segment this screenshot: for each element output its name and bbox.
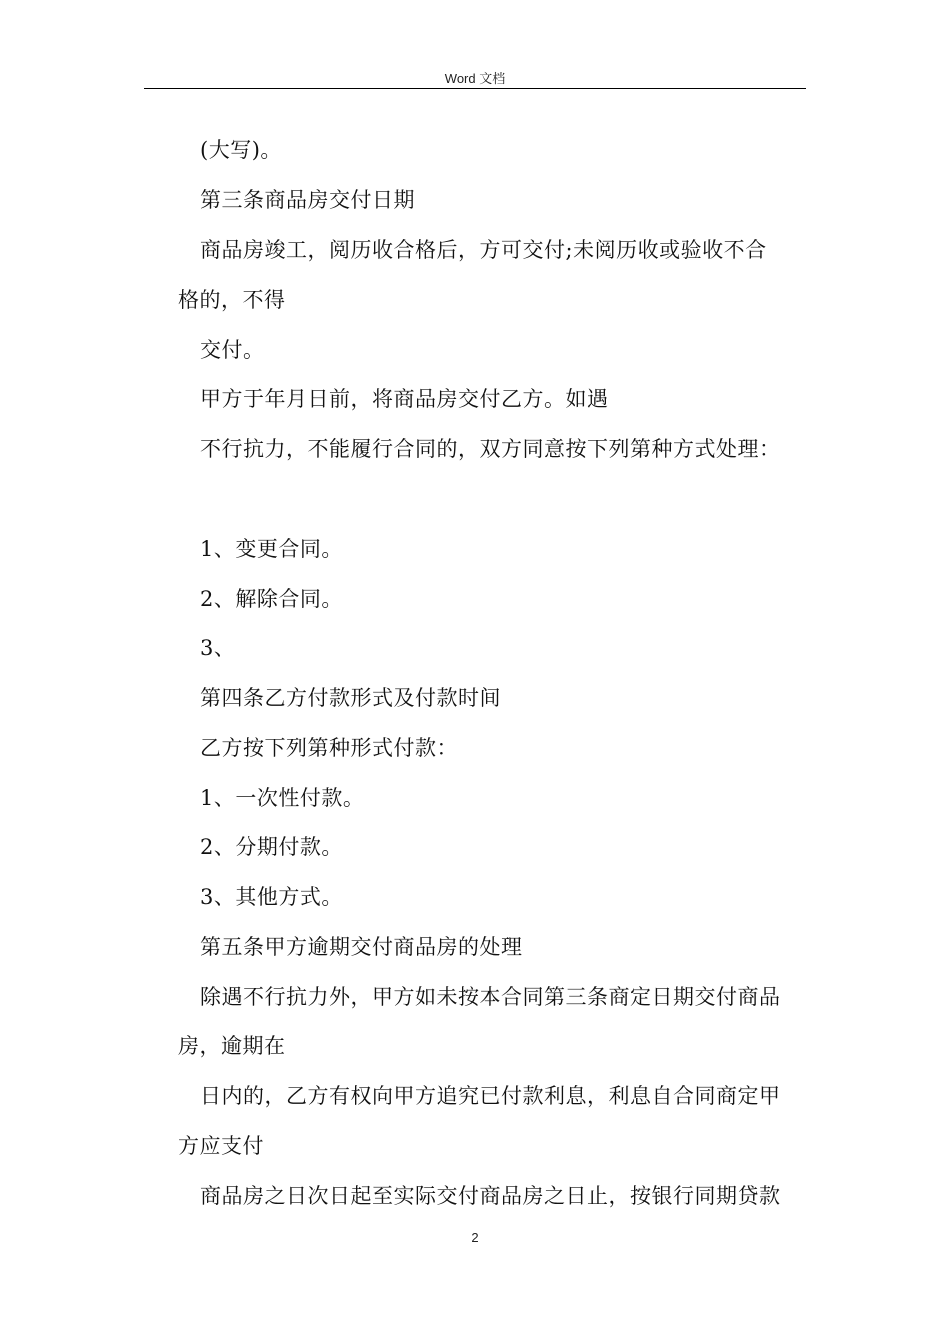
section-heading: 第四条乙方付款形式及付款时间 xyxy=(200,686,501,710)
list-item: 3、其他方式。 xyxy=(200,885,343,909)
text-line: 格的，不得 xyxy=(178,288,286,312)
text-line: 乙方按下列第种形式付款： xyxy=(200,736,458,760)
list-item: 2、解除合同。 xyxy=(200,587,343,611)
list-item: 2、分期付款。 xyxy=(200,835,343,859)
text-line: 商品房竣工，阅历收合格后，方可交付;未阅历收或验收不合 xyxy=(200,238,767,262)
text-line: 房，逾期在 xyxy=(178,1034,286,1058)
text-line: 日内的，乙方有权向甲方追究已付款利息，利息自合同商定甲 xyxy=(200,1084,781,1108)
page-number: 2 xyxy=(471,1230,479,1245)
text-line: 商品房之日次日起至实际交付商品房之日止，按银行同期贷款 xyxy=(200,1184,781,1208)
text-line: 方应支付 xyxy=(178,1134,264,1158)
section-heading: 第三条商品房交付日期 xyxy=(200,188,415,212)
text-line: 交付。 xyxy=(200,338,265,362)
list-item: 3、 xyxy=(200,636,236,660)
list-item: 1、变更合同。 xyxy=(200,537,343,561)
text-line: 不行抗力，不能履行合同的，双方同意按下列第种方式处理： xyxy=(200,437,781,461)
text-line: 甲方于年月日前，将商品房交付乙方。如遇 xyxy=(200,387,609,411)
page-header: Word 文档 xyxy=(444,71,506,86)
text-line: (大写)。 xyxy=(200,138,282,162)
list-item: 1、一次性付款。 xyxy=(200,786,365,810)
text-line: 除遇不行抗力外，甲方如未按本合同第三条商定日期交付商品 xyxy=(200,985,781,1009)
section-heading: 第五条甲方逾期交付商品房的处理 xyxy=(200,935,523,959)
header-rule xyxy=(144,88,806,89)
